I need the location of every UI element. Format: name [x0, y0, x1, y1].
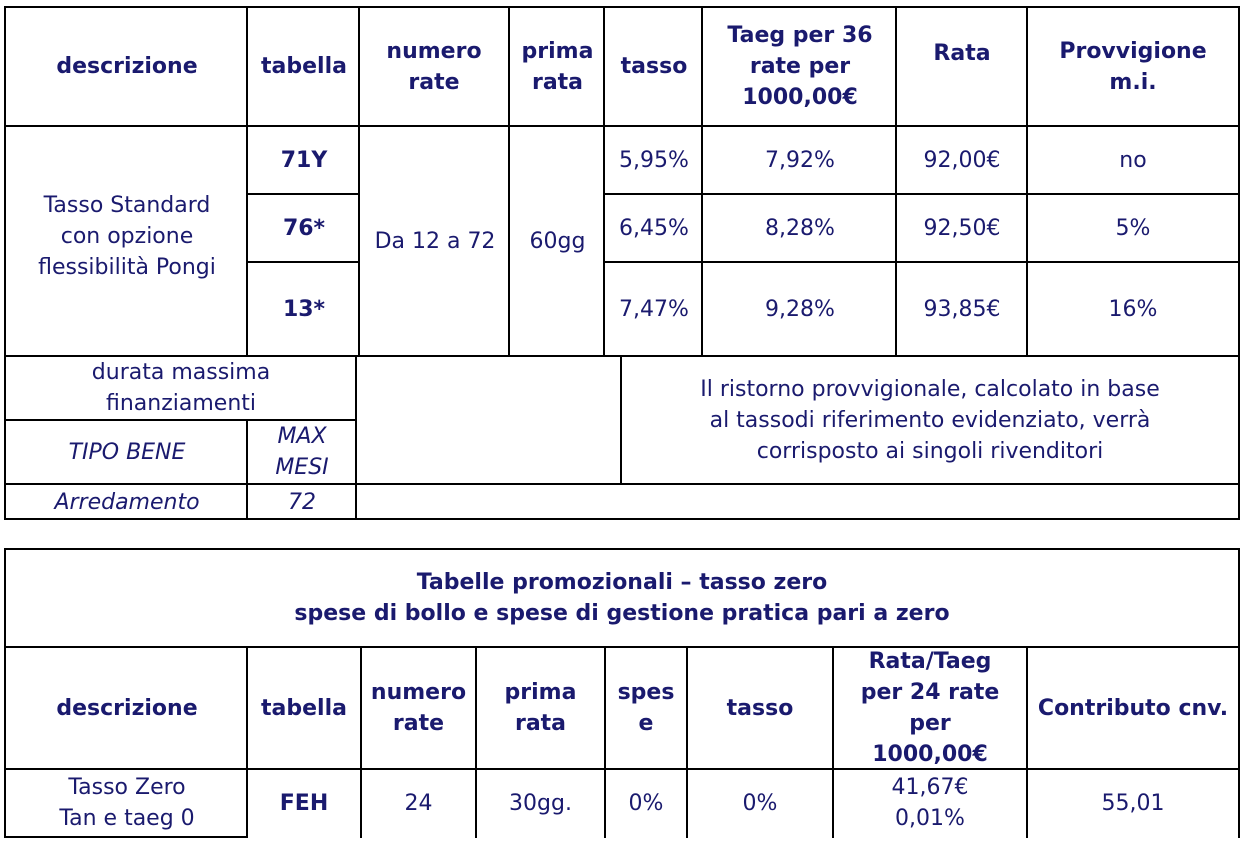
table-row-taeg: 8,28% [765, 215, 835, 241]
promo-header-contributo: Contributo cnv. [1037, 695, 1229, 721]
table-row-provvigione: 16% [1108, 296, 1158, 322]
numero-rate-cell: Da 12 a 72 [374, 228, 496, 254]
description-cell: Tasso Standard con opzione flessibilità Pongi [38, 192, 216, 280]
promo-header-prima-rata: prima rata [504, 680, 577, 736]
ristorno-note: Il ristorno provvigionale, calcolato in base al tassodi riferimento evidenziato, verrà corrisposto ai singoli rivenditori [700, 376, 1160, 464]
table-row-rata: 92,00€ [923, 147, 1001, 173]
promo-title-line1: Tabelle promozionali – tasso zero [416, 570, 828, 595]
table-row-provvigione: 5% [1115, 215, 1151, 241]
header-descrizione: descrizione [56, 54, 198, 79]
promo-title-line2: spese di bollo e spese di gestione pratica pari a zero [294, 601, 950, 626]
tipo-bene-label: TIPO BENE [68, 439, 186, 465]
table-row-tasso: 5,95% [619, 147, 689, 173]
promo-row-numero-rate: 24 [404, 790, 433, 816]
table-row-tabella: 76* [282, 215, 326, 241]
header-rata: Rata [933, 40, 991, 66]
header-tasso: tasso [620, 54, 688, 79]
promo-header-rata-taeg: Rata/Taeg per 24 rate per 1000,00€ [860, 649, 1000, 767]
promo-header-numero-rate: numero rate [370, 680, 467, 736]
promo-header-tabella: tabella [261, 695, 347, 721]
prima-rata-cell: 60gg [529, 228, 586, 254]
header-taeg: Taeg per 36 rate per 1000,00€ [727, 23, 873, 110]
promo-row-tasso: 0% [742, 790, 778, 816]
promo-row-contributo: 55,01 [1101, 790, 1165, 816]
promo-row-rata: 41,67€ [891, 775, 969, 800]
header-numero-rate: numero rate [386, 38, 482, 95]
promo-header-spese: spes e [617, 680, 675, 736]
table-row-tasso: 7,47% [619, 296, 689, 322]
header-prima-rata: prima rata [521, 38, 594, 95]
table-row-taeg: 7,92% [765, 147, 835, 173]
bene-name: Arredamento [54, 489, 200, 515]
header-tabella: tabella [261, 54, 347, 79]
durata-label: durata massima finanziamenti [91, 360, 271, 416]
promo-row-tabella: FEH [279, 790, 329, 816]
table-row-rata: 93,85€ [923, 296, 1001, 322]
table-row-provvigione: no [1119, 147, 1147, 173]
promo-header-descrizione: descrizione [56, 695, 198, 721]
table-row-tabella: 13* [282, 296, 326, 322]
promo-row-spese: 0% [628, 790, 664, 816]
promo-row-descrizione: Tasso Zero Tan e taeg 0 [59, 775, 195, 831]
bene-mesi: 72 [288, 489, 316, 515]
promo-row-rata-taeg [834, 770, 1026, 836]
promo-header-tasso: tasso [726, 695, 794, 721]
max-mesi-label: MAX MESI [275, 424, 329, 480]
header-provvigione: Provvigione m.i. [1059, 38, 1207, 95]
table-row-tasso: 6,45% [619, 215, 689, 241]
promo-row-prima-rata: 30gg. [509, 790, 572, 816]
table-row-tabella: 71Y [280, 147, 328, 173]
promo-row-taeg: 0,01% [895, 806, 965, 831]
table-row-rata: 92,50€ [923, 215, 1001, 241]
table-row-taeg: 9,28% [765, 296, 835, 322]
promo-title [6, 550, 1238, 646]
